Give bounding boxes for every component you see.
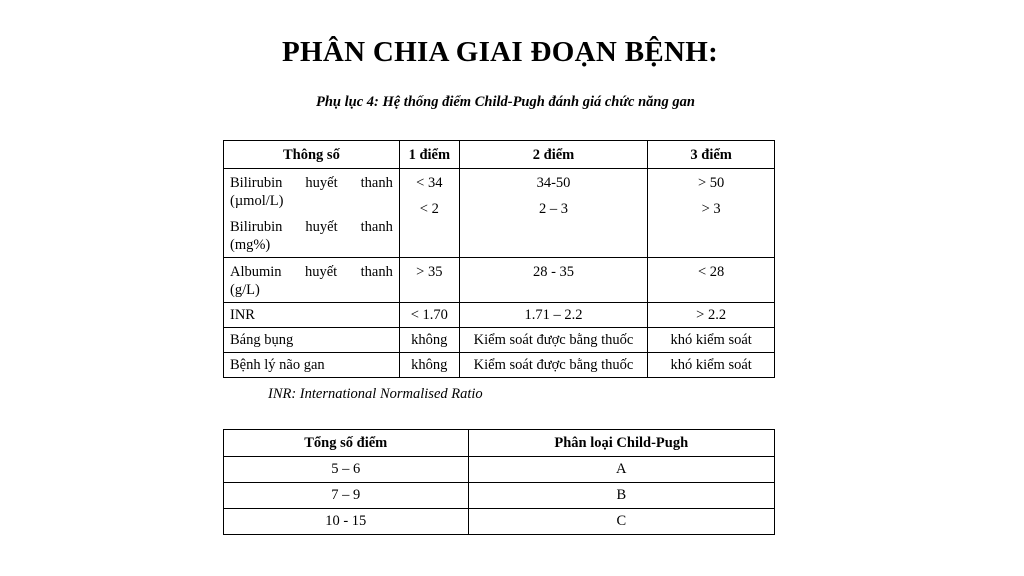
value-cell: khó kiểm soát: [648, 353, 775, 378]
value-text: < 34: [416, 175, 443, 191]
table-row: [224, 457, 775, 483]
value-text: > 3: [701, 201, 721, 217]
value-cell: 1.71 – 2.2: [459, 303, 648, 328]
value-cell: không: [399, 328, 459, 353]
value-cell: [459, 169, 648, 258]
slide-title: PHÂN CHIA GIAI ĐOẠN BỆNH:: [281, 36, 719, 68]
header-parameter: Thông số: [224, 141, 400, 169]
value-cell: không: [399, 353, 459, 378]
child-pugh-class-table: [223, 429, 775, 535]
table-row: [224, 353, 775, 378]
table-footnote: INR: International Normalised Ratio: [268, 386, 483, 402]
table-header-row: [224, 430, 775, 457]
parameter-unit: (µmol/L): [230, 193, 284, 209]
parameter-unit: (mg%): [230, 237, 271, 253]
table-row: [224, 509, 775, 535]
table-row: [224, 258, 775, 303]
value-cell: > 2.2: [648, 303, 775, 328]
parameter-label: [230, 218, 393, 236]
value-cell: > 35: [399, 258, 459, 303]
parameter-label: [230, 263, 393, 281]
parameter-word: thanh: [360, 264, 393, 280]
parameter-word: Albumin: [230, 264, 282, 280]
parameter-cell: Báng bụng: [224, 328, 400, 353]
parameter-word: huyết: [305, 175, 338, 191]
table-row: [224, 169, 775, 258]
header-total-points: Tổng số điểm: [224, 430, 469, 457]
value-cell: < 28: [648, 258, 775, 303]
table-row: [224, 328, 775, 353]
value-text: 2 – 3: [539, 201, 569, 217]
value-cell: < 1.70: [399, 303, 459, 328]
points-cell: 7 – 9: [224, 483, 469, 509]
parameter-word: thanh: [360, 219, 393, 235]
value-cell: khó kiểm soát: [648, 328, 775, 353]
value-cell: [399, 169, 459, 258]
table-header-row: [224, 141, 775, 169]
parameter-label: [230, 174, 393, 192]
header-2-points: 2 điểm: [459, 141, 648, 169]
parameter-cell: INR: [224, 303, 400, 328]
table-caption: Phụ lục 4: Hệ thống điểm Child-Pugh đánh giá chức năng gan: [316, 94, 695, 110]
parameter-cell: [224, 169, 400, 258]
class-cell: A: [468, 457, 774, 483]
parameter-word: huyết: [304, 264, 338, 280]
points-cell: 5 – 6: [224, 457, 469, 483]
value-cell: Kiểm soát được bằng thuốc: [459, 328, 648, 353]
parameter-word: Bilirubin: [230, 219, 283, 235]
value-text: < 2: [419, 201, 439, 217]
parameter-word: huyết: [305, 219, 338, 235]
header-3-points: 3 điểm: [648, 141, 775, 169]
value-cell: 28 - 35: [459, 258, 648, 303]
value-cell: [648, 169, 775, 258]
class-cell: C: [468, 509, 774, 535]
parameter-word: thanh: [360, 175, 393, 191]
value-text: 34-50: [536, 175, 571, 191]
table-row: [224, 483, 775, 509]
header-classification: Phân loại Child-Pugh: [468, 430, 774, 457]
class-cell: B: [468, 483, 774, 509]
child-pugh-score-table: [223, 140, 775, 378]
parameter-word: Bilirubin: [230, 175, 283, 191]
value-cell: Kiểm soát được bằng thuốc: [459, 353, 648, 378]
table-row: [224, 303, 775, 328]
parameter-unit: (g/L): [230, 282, 260, 298]
points-cell: 10 - 15: [224, 509, 469, 535]
parameter-cell: [224, 258, 400, 303]
parameter-cell: Bệnh lý não gan: [224, 353, 400, 378]
value-text: > 50: [697, 175, 725, 191]
header-1-point: 1 điểm: [399, 141, 459, 169]
